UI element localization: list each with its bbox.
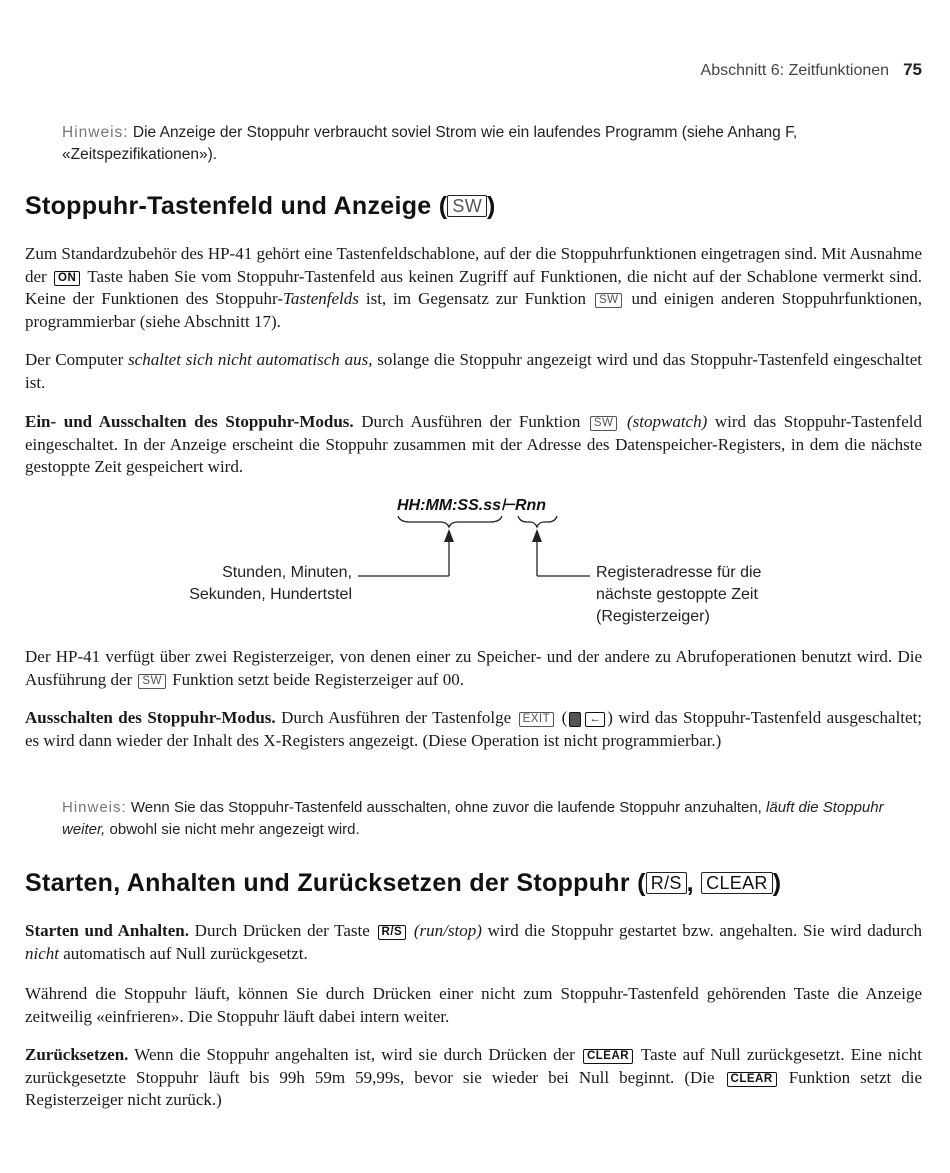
display-format: HH:MM:SS.ss⊢Rnn xyxy=(397,497,547,514)
hint-label: Hinweis: xyxy=(62,799,127,816)
label-line: Sekunden, Hundertstel xyxy=(189,586,352,603)
label-line: Registeradresse für die xyxy=(596,564,762,581)
hint-text: Wenn Sie das Stoppuhr-Tastenfeld ausschalten, ohne zuvor die laufende Stoppuhr anzuhalten, xyxy=(130,799,762,816)
clear-key: CLEAR xyxy=(727,1072,777,1087)
text: Der HP-41 verfügt über zwei Registerzeiger, von denen einer zu Speicher- und der andere zu Abrufoperationen benutzt wird. Die Ausführung der xyxy=(25,647,922,689)
text: ) wird das Stoppuhr-Tastenfeld ausgeschaltet; es wird dann wieder der Inhalt des X-Registers angezeigt. (Diese Operation ist nicht programmierbar.) xyxy=(25,708,923,750)
text: wird die Stoppuhr gestartet bzw. angehalten. Sie wird dadurch xyxy=(487,921,923,940)
italic-text: (stopwatch) xyxy=(626,412,708,431)
bold-lead: Starten und Anhalten. xyxy=(25,921,189,940)
hint-label: Hinweis: xyxy=(62,124,129,141)
paragraph-disable-mode xyxy=(25,707,922,752)
italic-text: nicht xyxy=(25,943,59,963)
text: Durch Drücken der Taste xyxy=(194,921,370,940)
text: und einigen anderen Stoppuhrfunktionen, programmierbar (siehe Abschnitt 17). xyxy=(25,289,922,331)
hint-note-running xyxy=(62,797,922,841)
text: wird das Stoppuhr-Tastenfeld eingeschaltet. In der Anzeige erscheint die Stoppuhr zusammen mit der Adresse des Datenspeicher-Registers, in dem die nächste gestoppte Zeit gespeichert wird. xyxy=(25,412,922,476)
section-title: Abschnitt 6: Zeitfunktionen xyxy=(700,62,890,79)
paragraph-freeze-display xyxy=(25,983,922,1028)
heading-text: Starten, Anhalten und Zurücksetzen der Stoppuhr ( xyxy=(25,869,646,897)
backspace-key: ← xyxy=(585,712,605,727)
sw-key: SW xyxy=(590,416,618,431)
label-line: (Registerzeiger) xyxy=(596,608,710,625)
section-heading-start-stop xyxy=(25,869,781,898)
bold-lead: Zurücksetzen. xyxy=(25,1045,129,1064)
text: Funktion setzt die Registerzeiger nicht zurück.) xyxy=(25,1067,923,1109)
paragraph-auto-off xyxy=(25,349,922,394)
page-header xyxy=(701,60,922,80)
shift-key-icon xyxy=(569,712,581,727)
text: ist, im Gegensatz zur Funktion xyxy=(365,289,586,308)
italic-text: läuft die Stoppuhr weiter, xyxy=(62,799,884,838)
on-key: ON xyxy=(54,271,80,286)
page-number: 75 xyxy=(903,60,922,79)
hint-note-power xyxy=(62,122,892,166)
italic-text: Tastenfelds xyxy=(283,289,359,308)
text: ( xyxy=(561,708,568,727)
hint-text: Die Anzeige der Stoppuhr verbraucht soviel Strom wie ein laufendes Programm (siehe Anhang F, «Zeitspezifikationen»). xyxy=(62,124,798,163)
sw-key: SW xyxy=(138,674,166,689)
label-time-fields xyxy=(189,562,352,606)
rs-key: R/S xyxy=(646,872,687,894)
paragraph-reset xyxy=(25,1044,922,1112)
italic-text: schaltet sich nicht automatisch aus, xyxy=(128,350,373,369)
heading-close: ) xyxy=(487,192,496,220)
text: Taste haben Sie vom Stoppuhr-Tastenfeld aus keinen Zugriff auf Funktionen, die nicht auf der Schablone vermerkt sind. Keine der Funktionen des Stoppuhr- xyxy=(25,266,923,308)
paragraph-enable-mode xyxy=(25,411,922,479)
label-register-pointer xyxy=(596,562,761,628)
section-heading-keyboard xyxy=(25,192,496,221)
text: Durch Ausführen der Tastenfolge xyxy=(281,708,512,727)
text: Zum Standardzubehör des HP-41 gehört eine Tastenfeldschablone, auf der die Stoppuhrfunktionen eingetragen sind. Mit Ausnahme der xyxy=(25,244,922,286)
paragraph-start-stop xyxy=(25,920,922,965)
sw-key: SW xyxy=(595,293,623,308)
text: Der Computer xyxy=(25,350,124,369)
heading-text: Stoppuhr-Tastenfeld und Anzeige ( xyxy=(25,192,448,220)
text: Wenn die Stoppuhr angehalten ist, wird sie durch Drücken der xyxy=(134,1045,575,1064)
bold-lead: Ausschalten des Stoppuhr-Modus. xyxy=(25,708,276,727)
clear-key: CLEAR xyxy=(583,1049,633,1064)
text: Funktion setzt beide Registerzeiger auf 00. xyxy=(172,669,464,689)
heading-close: ) xyxy=(772,869,782,897)
text: Durch Ausführen der Funktion xyxy=(361,412,581,431)
stopwatch-display-diagram xyxy=(0,490,950,640)
text: Taste auf Null zurückgesetzt. Eine nicht zurückgesetzte Stoppuhr läuft bis 99h 59m 59,99s, bevor sie wieder bei Null beginnt. (Die xyxy=(25,1045,923,1087)
exit-key: EXIT xyxy=(519,712,555,727)
text: automatisch auf Null zurückgesetzt. xyxy=(63,943,308,963)
paragraph-register-pointers xyxy=(25,646,922,691)
sw-key: SW xyxy=(447,195,487,217)
text: Während die Stoppuhr läuft, können Sie durch Drücken einer nicht zum Stoppuhr-Tastenfeld gehörenden Taste die Anzeige zeitweilig «einfrieren». Die Stoppuhr läuft dabei intern weiter. xyxy=(25,984,922,1026)
rs-key: R/S xyxy=(378,925,407,940)
hint-text: obwohl sie nicht mehr angezeigt wird. xyxy=(109,821,360,838)
paragraph-keyboard-template xyxy=(25,243,922,333)
diagram-lines xyxy=(0,490,950,640)
label-line: nächste gestoppte Zeit xyxy=(596,586,758,603)
bold-lead: Ein- und Ausschalten des Stoppuhr-Modus. xyxy=(25,412,354,431)
italic-text: (run/stop) xyxy=(413,921,482,940)
text: solange die Stoppuhr angezeigt wird und das Stoppuhr-Tastenfeld eingeschaltet ist. xyxy=(25,350,922,392)
heading-sep: , xyxy=(686,869,694,897)
label-line: Stunden, Minuten, xyxy=(222,564,352,581)
clear-key: CLEAR xyxy=(701,872,773,894)
